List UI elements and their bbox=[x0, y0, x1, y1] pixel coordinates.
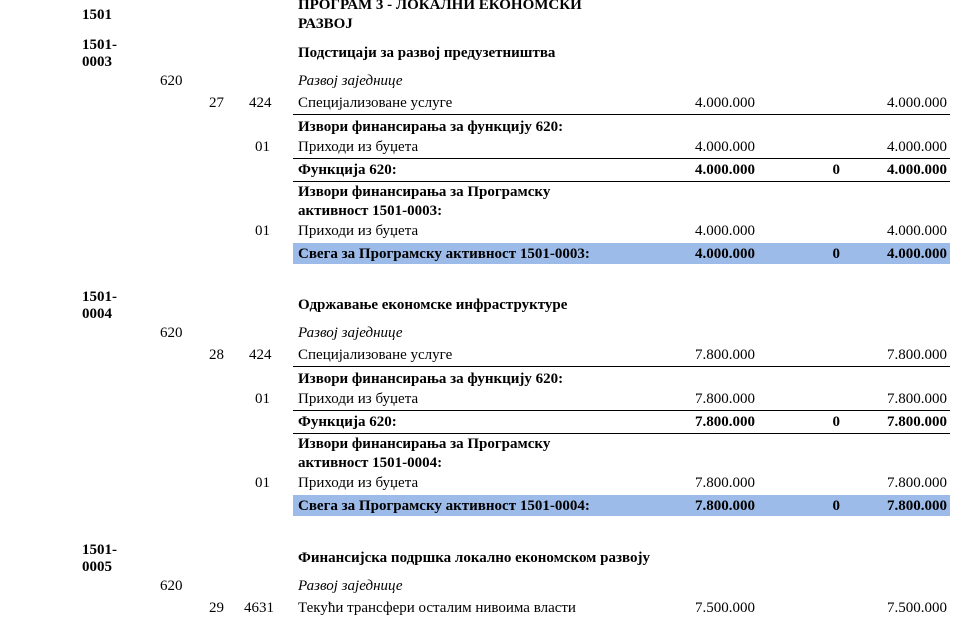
row-divider bbox=[293, 114, 950, 115]
function-label: Развој заједнице bbox=[298, 578, 403, 594]
activity-total-amount: 7.800.000 bbox=[695, 498, 755, 514]
expense-total: 7.800.000 bbox=[887, 347, 947, 363]
function-source-amount: 7.800.000 bbox=[695, 391, 755, 407]
row-divider bbox=[293, 410, 950, 411]
row-divider bbox=[293, 181, 950, 182]
position-number: 27 bbox=[209, 95, 224, 111]
function-total-total: 4.000.000 bbox=[887, 162, 947, 178]
row-divider bbox=[293, 366, 950, 367]
function-sources-title: Извори финансирања за функцију 620: bbox=[298, 119, 564, 135]
row-divider bbox=[293, 158, 950, 159]
activity-total-label: Свега за Програмску активност 1501-0004: bbox=[298, 498, 590, 514]
function-total-amount: 4.000.000 bbox=[695, 162, 755, 178]
expense-label: Текући трансфери осталим нивоима власти bbox=[298, 600, 576, 616]
activity-source-amount: 4.000.000 bbox=[695, 223, 755, 239]
position-number: 28 bbox=[209, 347, 224, 363]
function-source-label: Приходи из буџета bbox=[298, 139, 419, 155]
activity-code-line2: 0004 bbox=[82, 306, 112, 322]
function-total-label: Функција 620: bbox=[298, 162, 397, 178]
function-source-code: 01 bbox=[255, 391, 270, 407]
function-total-zero: 0 bbox=[832, 414, 840, 430]
function-total-zero: 0 bbox=[832, 162, 840, 178]
program-title-line2: РАЗВОЈ bbox=[298, 16, 353, 32]
activity-total-zero: 0 bbox=[832, 498, 840, 514]
function-code: 620 bbox=[160, 325, 183, 341]
expense-amount: 7.500.000 bbox=[695, 600, 755, 616]
function-sources-title: Извори финансирања за функцију 620: bbox=[298, 371, 564, 387]
activity-source-code: 01 bbox=[255, 475, 270, 491]
activity-title: Финансијска подршка локално економском развоју bbox=[298, 550, 650, 566]
function-code: 620 bbox=[160, 73, 183, 89]
function-code: 620 bbox=[160, 578, 183, 594]
function-total-amount: 7.800.000 bbox=[695, 414, 755, 430]
activity-sources-title-line2: активност 1501-0003: bbox=[298, 203, 443, 219]
activity-source-code: 01 bbox=[255, 223, 270, 239]
activity-source-amount: 7.800.000 bbox=[695, 475, 755, 491]
program-code: 1501 bbox=[82, 7, 112, 23]
expense-label: Специјализоване услуге bbox=[298, 347, 453, 363]
expense-total: 7.500.000 bbox=[887, 600, 947, 616]
activity-sources-title-line1: Извори финансирања за Програмску bbox=[298, 184, 551, 200]
function-source-code: 01 bbox=[255, 139, 270, 155]
activity-code-line1: 1501- bbox=[82, 542, 117, 558]
activity-total-total: 4.000.000 bbox=[887, 246, 947, 262]
activity-source-total: 7.800.000 bbox=[887, 475, 947, 491]
activity-code-line2: 0003 bbox=[82, 54, 112, 70]
activity-code-line1: 1501- bbox=[82, 289, 117, 305]
activity-total-label: Свега за Програмску активност 1501-0003: bbox=[298, 246, 590, 262]
expense-total: 4.000.000 bbox=[887, 95, 947, 111]
function-total-label: Функција 620: bbox=[298, 414, 397, 430]
function-label: Развој заједнице bbox=[298, 325, 403, 341]
activity-code-line1: 1501- bbox=[82, 37, 117, 53]
activity-source-label: Приходи из буџета bbox=[298, 475, 419, 491]
expense-label: Специјализоване услуге bbox=[298, 95, 453, 111]
activity-source-label: Приходи из буџета bbox=[298, 223, 419, 239]
expense-amount: 4.000.000 bbox=[695, 95, 755, 111]
activity-title: Одржавање економске инфраструктуре bbox=[298, 297, 568, 313]
activity-total-zero: 0 bbox=[832, 246, 840, 262]
function-source-total: 4.000.000 bbox=[887, 139, 947, 155]
position-number: 29 bbox=[209, 600, 224, 616]
program-title-line1: ПРОГРАМ 3 - ЛОКАЛНИ ЕКОНОМСКИ bbox=[298, 0, 582, 13]
account-number: 424 bbox=[249, 347, 272, 363]
function-source-amount: 4.000.000 bbox=[695, 139, 755, 155]
activity-sources-title-line1: Извори финансирања за Програмску bbox=[298, 436, 551, 452]
activity-total-amount: 4.000.000 bbox=[695, 246, 755, 262]
activity-source-total: 4.000.000 bbox=[887, 223, 947, 239]
account-number: 4631 bbox=[244, 600, 274, 616]
activity-title: Подстицаји за развој предузетништва bbox=[298, 45, 556, 61]
row-divider bbox=[293, 433, 950, 434]
activity-sources-title-line2: активност 1501-0004: bbox=[298, 455, 443, 471]
function-label: Развој заједнице bbox=[298, 73, 403, 89]
account-number: 424 bbox=[249, 95, 272, 111]
function-source-total: 7.800.000 bbox=[887, 391, 947, 407]
activity-total-total: 7.800.000 bbox=[887, 498, 947, 514]
expense-amount: 7.800.000 bbox=[695, 347, 755, 363]
function-total-total: 7.800.000 bbox=[887, 414, 947, 430]
function-source-label: Приходи из буџета bbox=[298, 391, 419, 407]
activity-code-line2: 0005 bbox=[82, 559, 112, 575]
